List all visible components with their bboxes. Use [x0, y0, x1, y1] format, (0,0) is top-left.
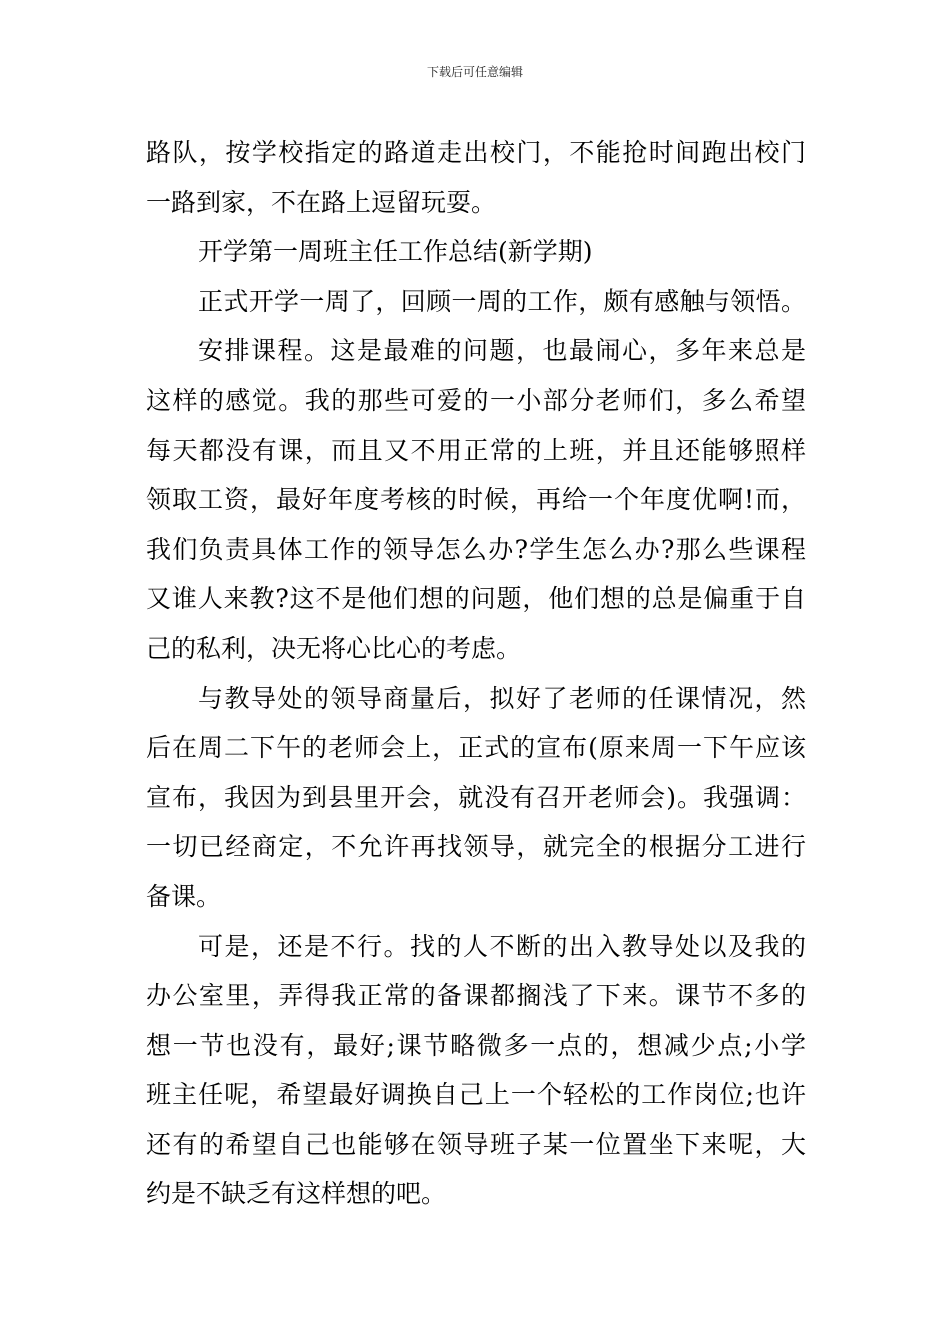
text-line: 每天都没有课，而且又不用正常的上班，并且还能够照样	[146, 435, 806, 465]
text-line: 又谁人来教?这不是他们想的问题，他们想的总是偏重于自	[146, 584, 806, 614]
section-heading: 开学第一周班主任工作总结(新学期)	[198, 237, 593, 267]
page-header: 下载后可任意编辑	[426, 65, 523, 79]
text-line: 后在周二下午的老师会上，正式的宣布(原来周一下午应该	[146, 733, 806, 763]
document-body	[146, 128, 806, 1219]
text-line: 己的私利，决无将心比心的考虑。	[146, 633, 522, 663]
text-line: 办公室里，弄得我正常的备课都搁浅了下来。课节不多的	[146, 981, 806, 1011]
text-line: 想一节也没有，最好;课节略微多一点的，想减少点;小学	[146, 1030, 806, 1060]
text-line: 一切已经商定，不允许再找领导，就完全的根据分工进行	[146, 832, 806, 862]
text-line: 路队，按学校指定的路道走出校门，不能抢时间跑出校门	[146, 138, 806, 167]
text-line: 备课。	[146, 881, 222, 911]
text-line: 安排课程。这是最难的问题，也最闹心，多年来总是	[198, 336, 806, 366]
text-line: 宣布，我因为到县里开会，就没有召开老师会)。我强调：	[146, 782, 806, 812]
text-line: 一路到家，不在路上逗留玩耍。	[146, 187, 497, 217]
text-line: 正式开学一周了，回顾一周的工作，颇有感触与领悟。	[198, 286, 806, 316]
text-line: 可是，还是不行。找的人不断的出入教导处以及我的	[198, 931, 806, 961]
text-line: 领取工资，最好年度考核的时候，再给一个年度优啊!而，	[146, 485, 806, 515]
text-line: 约是不缺乏有这样想的吧。	[146, 1179, 447, 1209]
text-line: 我们负责具体工作的领导怎么办?学生怎么办?那么些课程	[146, 534, 806, 564]
text-line: 与教导处的领导商量后，拟好了老师的任课情况，然	[198, 683, 806, 713]
text-line: 这样的感觉。我的那些可爱的一小部分老师们，多么希望	[146, 385, 806, 415]
text-line: 还有的希望自己也能够在领导班子某一位置坐下来呢，大	[146, 1129, 806, 1159]
text-line: 班主任呢，希望最好调换自己上一个轻松的工作岗位;也许	[146, 1080, 806, 1110]
